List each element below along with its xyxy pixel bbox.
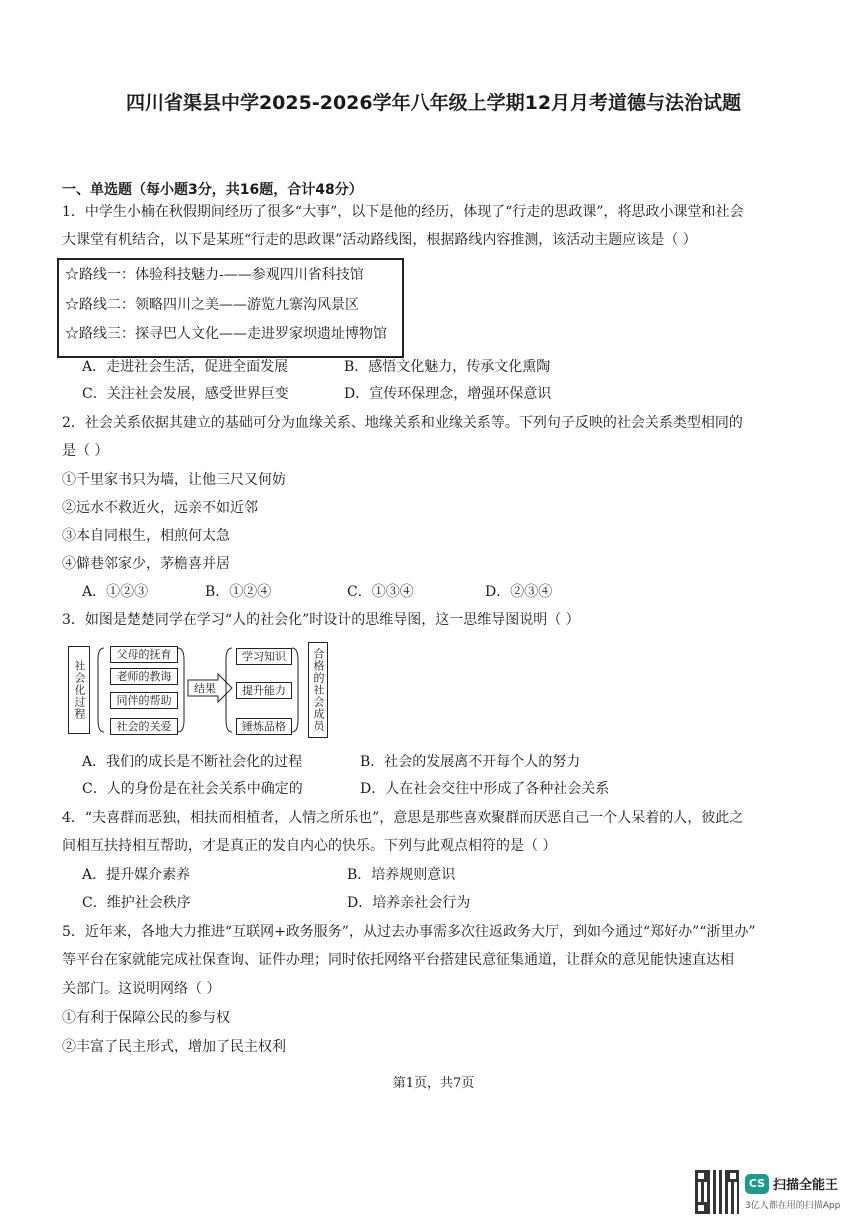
q5-item: ①有利于保障公民的参与权 xyxy=(62,1010,230,1026)
q5-stem-line3: 关部门。这说明网络（ ） xyxy=(62,981,221,997)
q1-option-d: D．宣传环保理念，增强环保意识 xyxy=(344,386,552,402)
q1-option-a: A．走进社会生活，促进全面发展 xyxy=(82,359,289,375)
q2-option-c: C．①③④ xyxy=(347,584,414,600)
q1-option-b: B．感悟文化魅力，传承文化熏陶 xyxy=(344,359,551,375)
q2-stem-line1: 2．社会关系依据其建立的基础可分为血缘关系、地缘关系和业缘关系等。下列句子反映的社会关系类型相同的 xyxy=(62,415,743,431)
q1-stem-line1: 1．中学生小楠在秋假期间经历了很多“大事”，以下是他的经历，体现了“行走的思政课”，将思政小课堂和社会 xyxy=(62,204,744,220)
q5-item: ②丰富了民主形式，增加了民主权利 xyxy=(62,1039,286,1055)
q4-stem-line2: 间相互扶持相互帮助，才是真正的发自内心的快乐。下列与此观点相符的是（ ） xyxy=(62,838,557,854)
q4-option-d: D．培养亲社会行为 xyxy=(347,895,471,911)
mind-map xyxy=(64,640,344,740)
scanner-app-name: 扫描全能王 xyxy=(773,1178,839,1193)
mind-map-right: 合格的社会成员 xyxy=(308,642,328,738)
mind-map-input: 老师的教诲 xyxy=(110,668,178,685)
q3-option-c: C．人的身份是在社会关系中确定的 xyxy=(82,781,303,797)
q3-option-b: B．社会的发展离不开每个人的努力 xyxy=(360,754,581,770)
q3-stem: 3．如图是楚楚同学在学习“人的社会化”时设计的思维导图，这一思维导图说明（ ） xyxy=(62,612,580,628)
q2-option-d: D．②③④ xyxy=(485,584,553,600)
q5-stem-line2: 等平台在家就能完成社保查询、证件办理；同时依托网络平台搭建民意征集通道，让群众的意见能快速直达相 xyxy=(62,952,734,968)
mind-map-output: 提升能力 xyxy=(236,682,292,699)
scanner-app-tagline: 3亿人都在用的扫描App xyxy=(745,1201,841,1211)
q4-option-c: C．维护社会秩序 xyxy=(82,895,191,911)
mind-map-input: 社会的关爱 xyxy=(110,718,178,735)
qr-code-icon xyxy=(695,1170,739,1214)
mind-map-input: 父母的抚育 xyxy=(110,646,178,663)
q4-option-a: A．提升媒介素养 xyxy=(82,867,191,883)
route-box xyxy=(57,258,404,358)
page-footer: 第1页，共7页 xyxy=(392,1076,475,1091)
route-item: ☆路线三：探寻巴人文化——走进罗家坝遗址博物馆 xyxy=(65,326,387,342)
section-heading: 一、单选题（每小题3分，共16题，合计48分） xyxy=(62,182,363,198)
mind-map-result-label: 结果 xyxy=(194,682,216,695)
page-title: 四川省渠县中学2025-2026学年八年级上学期12月月考道德与法治试题 xyxy=(125,92,742,114)
scanner-logo-icon: CS xyxy=(745,1174,769,1194)
q2-stem-line2: 是（ ） xyxy=(62,443,109,459)
q2-option-a: A．①②③ xyxy=(82,584,149,600)
q5-stem-line1: 5．近年来，各地大力推进“互联网+政务服务”，从过去办事需多次往返政务大厅，到如今通过“郑好办”“浙里办” xyxy=(62,924,756,940)
q4-stem-line1: 4．“夫喜群而恶独，相扶而相植者，人情之所乐也”，意思是那些喜欢聚群而厌恶自己一个人呆着的人，彼此之 xyxy=(62,810,744,826)
q2-item: ①千里家书只为墙，让他三尺又何妨 xyxy=(62,472,286,488)
q2-item: ②远水不救近火，远亲不如近邻 xyxy=(62,500,258,516)
q2-item: ③本自同根生，相煎何太急 xyxy=(62,528,230,544)
q3-option-d: D．人在社会交往中形成了各种社会关系 xyxy=(360,781,610,797)
q1-option-c: C．关注社会发展，感受世界巨变 xyxy=(82,386,289,402)
mind-map-output: 锤炼品格 xyxy=(236,718,292,735)
mind-map-output: 学习知识 xyxy=(236,648,292,665)
q2-option-b: B．①②④ xyxy=(205,584,272,600)
q2-item: ④僻巷邻家少，茅檐喜并居 xyxy=(62,556,230,572)
q4-option-b: B．培养规则意识 xyxy=(347,867,456,883)
q1-stem-line2: 大课堂有机结合，以下是某班“行走的思政课”活动路线图，根据路线内容推测，该活动主题应该是（ ） xyxy=(62,232,697,248)
route-item: ☆路线二：领略四川之美——游览九寨沟风景区 xyxy=(65,297,359,313)
mind-map-left: 社会化过程 xyxy=(68,646,90,734)
mind-map-input: 同伴的帮助 xyxy=(110,692,178,709)
q3-option-a: A．我们的成长是不断社会化的过程 xyxy=(82,754,303,770)
route-item: ☆路线一：体验科技魅力-——参观四川省科技馆 xyxy=(65,267,364,283)
